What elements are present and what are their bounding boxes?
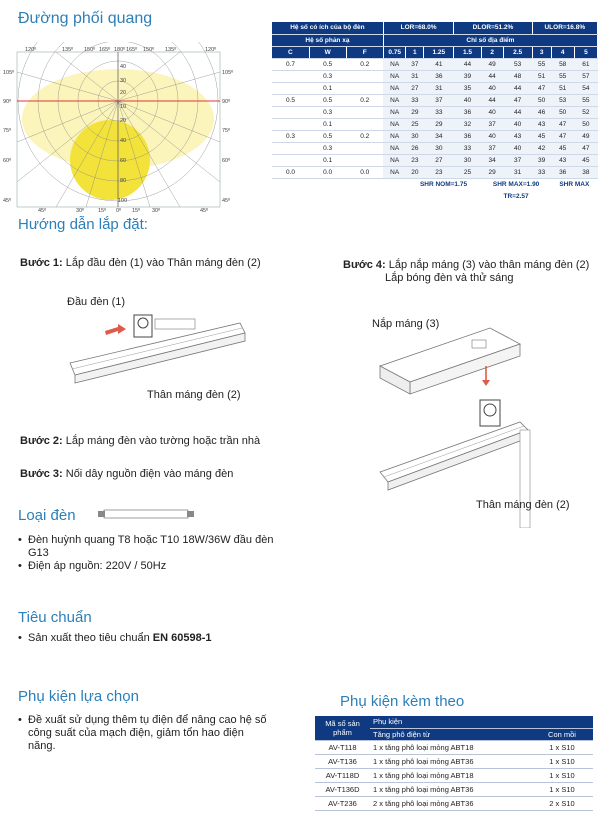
coef-row	[272, 94, 598, 106]
coef-cell	[346, 82, 383, 94]
arrow-down-icon	[482, 380, 490, 386]
coef-cell: 36	[454, 106, 481, 118]
step4	[343, 259, 589, 271]
coef-cell	[346, 154, 383, 166]
angle-left-4: 45º	[3, 198, 12, 204]
coef-cell: 29	[424, 118, 454, 130]
radial-2: 20	[120, 90, 127, 96]
coef-cell: 44	[481, 70, 503, 82]
coef-cell: 37	[424, 94, 454, 106]
coef-cell: 43	[551, 154, 574, 166]
install-title: Hướng dẫn lắp đặt:	[18, 216, 148, 233]
step1-text: Lắp đầu đèn (1) vào Thân máng đèn (2)	[65, 257, 261, 269]
inc-col-acc: Phụ kiện	[370, 716, 593, 728]
angle-right-2: 75º	[222, 128, 231, 134]
coef-lor: LOR=68.0%	[383, 22, 454, 34]
coef-cell: NA	[383, 166, 406, 178]
coef-cell: NA	[383, 118, 406, 130]
coefficient-table	[272, 22, 598, 202]
coef-cell: 33	[454, 142, 481, 154]
angle-right-3: 60º	[222, 158, 231, 164]
included-code: AV-T236	[315, 796, 370, 810]
coef-cell: 29	[481, 166, 503, 178]
coef-cell: 0.3	[309, 142, 346, 154]
tr-value: TR=2.57	[503, 192, 529, 200]
step3-text: Nối dây nguồn điện vào máng đèn	[65, 468, 234, 480]
optional-bullet: • Đề xuất sử dụng thêm tụ điện để nâng cao hệ số công suất của mạch điện, giảm tổn hao điện năng.	[18, 714, 273, 753]
coef-cell: 0.5	[272, 94, 309, 106]
coef-cell: 51	[532, 70, 551, 82]
coef-row	[272, 142, 598, 154]
coef-row	[272, 130, 598, 142]
coef-cell: 0.0	[346, 166, 383, 178]
figure-step1	[60, 293, 250, 403]
lamp-bullet-2: • Điện áp nguồn: 220V / 50Hz	[18, 560, 278, 573]
included-body	[315, 740, 593, 810]
angle-right-0: 105º	[222, 70, 234, 76]
coef-cell: 0.5	[309, 130, 346, 142]
coef-cell: 43	[532, 118, 551, 130]
angle-bottom-4: 15º	[132, 208, 141, 212]
coef-row	[272, 106, 598, 118]
inc-col-starter: Con mồi	[531, 728, 593, 740]
angle-bottom-2: 15º	[98, 208, 107, 212]
radial-8: 100	[118, 198, 128, 204]
lamp-bullets	[18, 534, 278, 573]
coef-cell: 44	[481, 94, 503, 106]
angle-left-0: 105º	[3, 70, 15, 76]
included-starter: 1 x S10	[531, 754, 593, 768]
coef-row	[272, 82, 598, 94]
coef-cell: 35	[454, 82, 481, 94]
radial-3: 10	[120, 104, 127, 110]
coef-cell: 26	[406, 142, 424, 154]
angle-top-5: 165º	[126, 47, 138, 53]
coef-row	[272, 166, 598, 178]
coef-cell: 0.0	[309, 166, 346, 178]
coef-cell: 49	[481, 58, 503, 70]
col-c: C	[272, 46, 309, 58]
angle-top-8: 120º	[205, 47, 217, 53]
coef-cell: 0.5	[309, 94, 346, 106]
included-ballast: 1 x tăng phô loại mỏng ABT18	[370, 740, 531, 754]
coef-cell: 34	[424, 130, 454, 142]
coef-cell: 47	[532, 82, 551, 94]
coef-cell: 23	[424, 166, 454, 178]
angle-right-4: 45º	[222, 198, 231, 204]
step1-label: Bước 1:	[20, 257, 63, 269]
coef-cell	[272, 154, 309, 166]
included-table	[315, 716, 593, 811]
coef-cell: 44	[503, 82, 532, 94]
coef-cell: 58	[551, 58, 574, 70]
shr-nom: SHR NOM=1.75	[419, 180, 468, 188]
step4-text-2: Lắp bóng đèn và thử sáng	[385, 272, 514, 284]
coef-cell: 33	[532, 166, 551, 178]
step2	[20, 435, 260, 447]
col-w: W	[309, 46, 346, 58]
coef-cell	[272, 142, 309, 154]
included-row	[315, 754, 593, 768]
angle-top-3: 165º	[99, 47, 111, 53]
coef-cell: NA	[383, 70, 406, 82]
coef-cell: 47	[503, 94, 532, 106]
included-code: AV-T118D	[315, 768, 370, 782]
coef-cell: 43	[503, 130, 532, 142]
coef-cell: 27	[424, 154, 454, 166]
fig1-label-body: Thân máng đèn (2)	[147, 389, 241, 401]
included-starter: 2 x S10	[531, 796, 593, 810]
coef-cell: 25	[454, 166, 481, 178]
coef-cell: 49	[574, 130, 597, 142]
angle-bottom-5: 30º	[152, 208, 161, 212]
coef-cell: 50	[551, 106, 574, 118]
figure-step4	[370, 322, 598, 528]
coef-cell: 47	[551, 130, 574, 142]
lamp-bullet-1: • Đèn huỳnh quang T8 hoặc T10 18W/36W đầu đèn G13	[18, 534, 278, 560]
step2-text: Lắp máng đèn vào tường hoặc trần nhà	[65, 435, 261, 447]
coef-cell: 0.3	[272, 130, 309, 142]
coef-cell: NA	[383, 142, 406, 154]
coef-cell: 42	[532, 142, 551, 154]
angle-top-0: 120º	[25, 47, 37, 53]
coef-cell: 0.2	[346, 130, 383, 142]
coef-cell: 50	[574, 118, 597, 130]
coef-cell: 37	[503, 154, 532, 166]
coef-cell: 40	[481, 106, 503, 118]
col-k0: 0.75	[383, 46, 406, 58]
coef-cell: 30	[424, 142, 454, 154]
coef-cell: 37	[481, 142, 503, 154]
col-k8: 5	[574, 46, 597, 58]
coef-cell: 53	[503, 58, 532, 70]
step3	[20, 468, 233, 480]
coef-cell: 55	[532, 58, 551, 70]
coef-row	[272, 70, 598, 82]
coef-cell: 57	[574, 70, 597, 82]
coef-cell: 0.2	[346, 94, 383, 106]
coef-dlor: DLOR=51.2%	[454, 22, 532, 34]
step4-text-1: Lắp nắp máng (3) vào thân máng đèn (2)	[388, 259, 590, 271]
coef-cell: NA	[383, 154, 406, 166]
coef-cell: 39	[454, 70, 481, 82]
angle-bottom-0: 45º	[38, 208, 47, 212]
photometric-title: Đường phối quang	[18, 10, 153, 27]
coef-cell: 44	[454, 58, 481, 70]
included-starter: 1 x S10	[531, 740, 593, 754]
coef-cell: 38	[574, 166, 597, 178]
standard-code: EN 60598-1	[152, 632, 212, 644]
step1	[20, 257, 261, 269]
col-k3: 1.5	[454, 46, 481, 58]
inc-col-code: Mã số sản phẩm	[315, 716, 370, 740]
coef-cell: 40	[481, 82, 503, 94]
coef-cell: 45	[551, 142, 574, 154]
included-starter: 1 x S10	[531, 782, 593, 796]
coef-cell	[272, 106, 309, 118]
coef-cell: 61	[574, 58, 597, 70]
coef-cell	[346, 142, 383, 154]
step4-label: Bước 4:	[343, 259, 386, 271]
coef-cell: 27	[406, 82, 424, 94]
coef-cell: 33	[406, 94, 424, 106]
radial-4: 20	[120, 118, 127, 124]
standard-text: Sản xuất theo tiêu chuẩn	[28, 632, 150, 644]
included-ballast: 1 x tăng phô loại mỏng ABT18	[370, 768, 531, 782]
optional-title: Phụ kiện lựa chọn	[18, 688, 139, 705]
col-k5: 2.5	[503, 46, 532, 58]
coef-cell: 47	[551, 118, 574, 130]
included-code: AV-T118	[315, 740, 370, 754]
coef-cell: NA	[383, 106, 406, 118]
coef-row	[272, 154, 598, 166]
coef-head2: Hệ số phản xạ	[272, 34, 383, 46]
coef-cell	[272, 118, 309, 130]
coef-cell: 48	[503, 70, 532, 82]
included-code: AV-T136	[315, 754, 370, 768]
step2-label: Bước 2:	[20, 435, 63, 447]
radial-7: 80	[120, 178, 127, 184]
coef-cell: NA	[383, 94, 406, 106]
angle-right-1: 90º	[222, 99, 231, 105]
standard-title: Tiêu chuẩn	[18, 609, 92, 626]
radial-0: 40	[120, 64, 127, 70]
included-row	[315, 782, 593, 796]
coef-col-header-row	[272, 46, 598, 58]
angle-bottom-6: 45º	[200, 208, 209, 212]
coef-row	[272, 58, 598, 70]
coef-head1: Hệ số có ích của bộ đèn	[272, 22, 383, 34]
angle-left-3: 60º	[3, 158, 12, 164]
coef-cell: 52	[574, 106, 597, 118]
coef-cell: 47	[574, 142, 597, 154]
coef-cell: 40	[481, 130, 503, 142]
coef-cell: 45	[532, 130, 551, 142]
coef-cell: 40	[503, 118, 532, 130]
coef-cell: 39	[532, 154, 551, 166]
coef-cell: NA	[383, 58, 406, 70]
coef-cell: 30	[406, 130, 424, 142]
fig2-label-body: Thân máng đèn (2)	[476, 499, 570, 511]
angle-left-2: 75º	[3, 128, 12, 134]
step3-label: Bước 3:	[20, 468, 63, 480]
coef-cell: 55	[551, 70, 574, 82]
coef-cell: NA	[383, 130, 406, 142]
coef-cell: 0.5	[309, 58, 346, 70]
col-k6: 3	[532, 46, 551, 58]
angle-top-1: 135º	[62, 47, 74, 53]
shr-max: SHR MAX=1.90	[492, 180, 540, 188]
coef-cell: 37	[406, 58, 424, 70]
coef-row	[272, 118, 598, 130]
coef-cell: 25	[406, 118, 424, 130]
coef-cell: 55	[574, 94, 597, 106]
coef-footer	[272, 178, 598, 190]
coef-index-label: Chỉ số địa điểm	[383, 34, 597, 46]
coef-cell: 0.0	[272, 166, 309, 178]
coef-cell: 36	[454, 130, 481, 142]
coef-cell: 20	[406, 166, 424, 178]
included-row	[315, 740, 593, 754]
coef-cell: 0.3	[309, 70, 346, 82]
included-ballast: 2 x tăng phô loại mỏng ABT36	[370, 796, 531, 810]
angle-left-1: 90º	[3, 99, 12, 105]
coef-cell: 31	[503, 166, 532, 178]
coef-cell: 32	[454, 118, 481, 130]
standard-bullets	[18, 632, 298, 645]
radial-1: 30	[120, 78, 127, 84]
coef-cell	[272, 70, 309, 82]
angle-bottom-3: 0º	[116, 208, 122, 212]
fig2-label-cover: Nắp máng (3)	[372, 318, 440, 330]
included-code: AV-T136D	[315, 782, 370, 796]
coef-cell: 0.7	[272, 58, 309, 70]
coef-cell: 33	[424, 106, 454, 118]
angle-top-7: 135º	[165, 47, 177, 53]
included-starter: 1 x S10	[531, 768, 593, 782]
coef-cell: 50	[532, 94, 551, 106]
coef-cell	[346, 70, 383, 82]
coef-cell: 46	[532, 106, 551, 118]
col-f: F	[346, 46, 383, 58]
coef-cell: 0.1	[309, 154, 346, 166]
coef-cell: 0.1	[309, 82, 346, 94]
angle-top-2: 150º	[84, 47, 96, 53]
coef-cell: 51	[551, 82, 574, 94]
coef-cell: 30	[454, 154, 481, 166]
coef-cell: 31	[406, 70, 424, 82]
radial-6: 60	[120, 158, 127, 164]
coef-cell	[346, 118, 383, 130]
coef-cell: 53	[551, 94, 574, 106]
coef-cell: 0.2	[346, 58, 383, 70]
coef-cell: 36	[551, 166, 574, 178]
included-title: Phụ kiện kèm theo	[340, 693, 465, 710]
coef-cell: 34	[481, 154, 503, 166]
shr-max2: SHR MAX	[559, 180, 590, 188]
angle-top-6: 150º	[143, 47, 155, 53]
arrow-icon	[105, 324, 126, 335]
coef-body	[272, 58, 598, 178]
included-ballast: 1 x tăng phô loại mỏng ABT36	[370, 754, 531, 768]
coef-cell: NA	[383, 82, 406, 94]
coef-cell	[272, 82, 309, 94]
col-k7: 4	[551, 46, 574, 58]
lamp-title: Loại đèn	[18, 507, 76, 524]
coef-cell: 40	[503, 142, 532, 154]
coef-cell: 36	[424, 70, 454, 82]
coef-cell: 37	[481, 118, 503, 130]
included-row	[315, 796, 593, 810]
coef-cell: 54	[574, 82, 597, 94]
radial-5: 40	[120, 138, 127, 144]
col-k4: 2	[481, 46, 503, 58]
col-k2: 1.25	[424, 46, 454, 58]
coef-cell: 0.1	[309, 118, 346, 130]
tube-icon	[98, 507, 194, 521]
coef-cell: 40	[454, 94, 481, 106]
coef-cell: 23	[406, 154, 424, 166]
coef-cell: 29	[406, 106, 424, 118]
coef-ulor: ULOR=16.8%	[532, 22, 597, 34]
included-ballast: 1 x tăng phô loại mỏng ABT36	[370, 782, 531, 796]
angle-top-4: 180º	[114, 47, 126, 53]
fig1-label-head: Đầu đèn (1)	[67, 296, 126, 308]
angle-bottom-1: 30º	[76, 208, 85, 212]
inc-col-ballast: Tăng phô điện từ	[370, 728, 531, 740]
coef-cell: 44	[503, 106, 532, 118]
coef-cell	[346, 106, 383, 118]
optional-bullets	[18, 714, 273, 753]
coef-cell: 0.3	[309, 106, 346, 118]
coef-cell: 31	[424, 82, 454, 94]
coef-cell: 41	[424, 58, 454, 70]
coef-cell: 45	[574, 154, 597, 166]
col-k1: 1	[406, 46, 424, 58]
polar-inner-lobe	[70, 120, 150, 200]
standard-bullet	[18, 632, 298, 645]
included-row	[315, 768, 593, 782]
polar-diagram	[0, 42, 240, 212]
